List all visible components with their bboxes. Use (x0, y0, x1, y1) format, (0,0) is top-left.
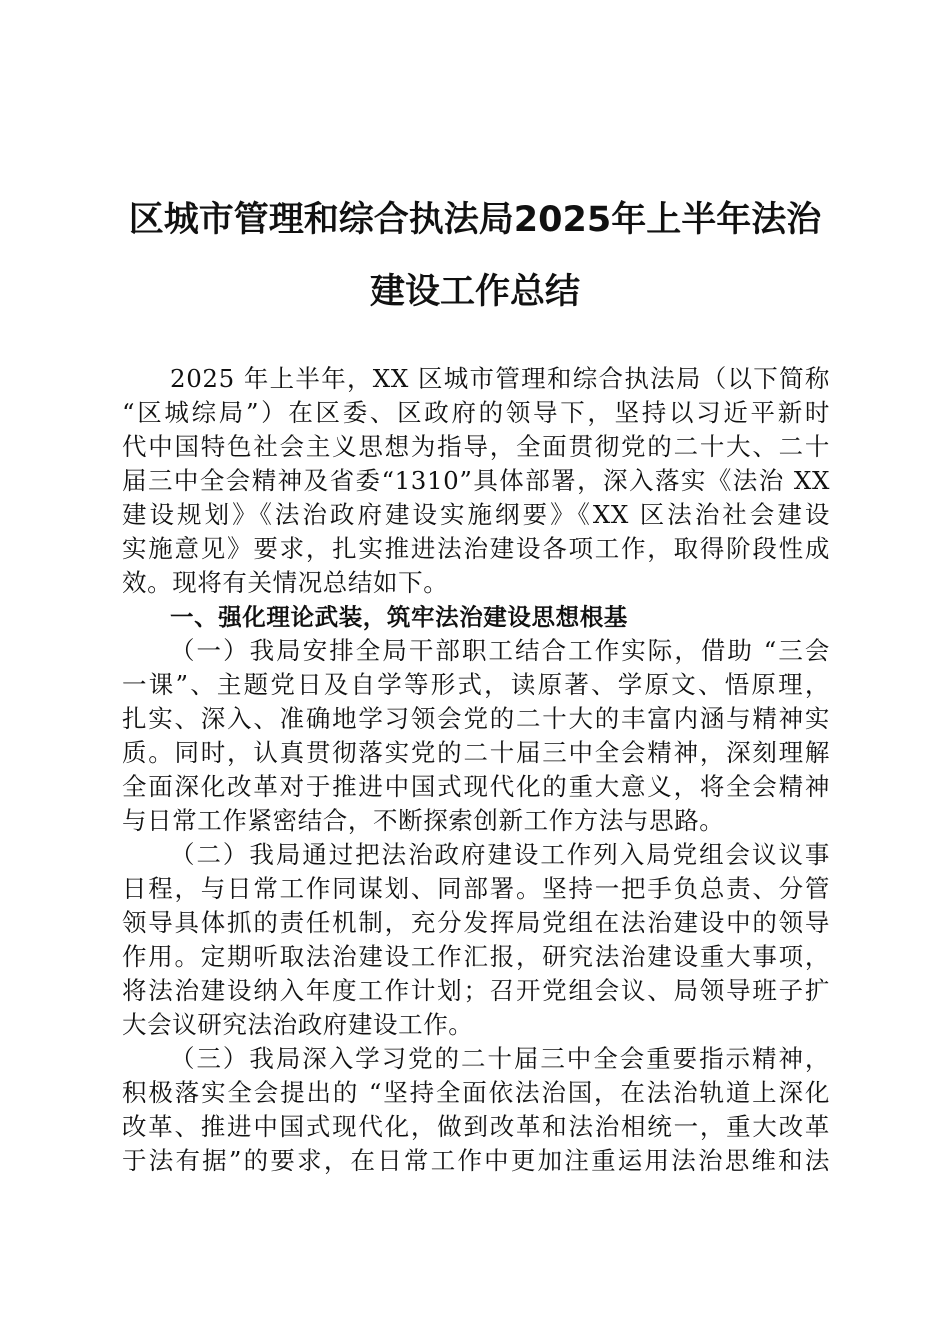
text-line: （一）我局安排全局干部职工结合工作实际，借助 “三会 (170, 636, 830, 665)
text-line: （三）我局深入学习党的二十届三中全会重要指示精神， (170, 1044, 830, 1073)
text-line: 全面深化改革对于推进中国式现代化的重大意义，将全会精神 (122, 772, 830, 801)
text-line: 代中国特色社会主义思想为指导，全面贯彻党的二十大、二十 (122, 432, 830, 461)
section-heading: 一、强化理论武装，筑牢法治建设思想根基 (170, 603, 628, 631)
text-line: 届三中全会精神及省委“1310”具体部署，深入落实《法治 XX (122, 466, 830, 495)
text-line: 质。同时，认真贯彻落实党的二十届三中全会精神，深刻理解 (122, 738, 830, 767)
text-line: 作用。定期听取法治建设工作汇报，研究法治建设重大事项， (122, 942, 830, 971)
text-line: 日程，与日常工作同谋划、同部署。坚持一把手负总责、分管 (122, 874, 830, 903)
text-line: 领导具体抓的责任机制，充分发挥局党组在法治建设中的领导 (122, 908, 830, 937)
section-heading-1 (122, 600, 830, 634)
text-line: 建设规划》《法治政府建设实施纲要》《XX 区法治社会建设 (122, 500, 830, 529)
paragraph-item-1 (122, 634, 830, 838)
text-line: 2025 年上半年，XX 区城市管理和综合执法局（以下简称 (170, 364, 830, 393)
text-line: “区城综局”）在区委、区政府的领导下，坚持以习近平新时 (122, 398, 830, 427)
text-line: 于法有据”的要求，在日常工作中更加注重运用法治思维和法 (122, 1146, 830, 1175)
paragraph-intro (122, 362, 830, 600)
document-body (122, 362, 830, 1178)
text-line: 积极落实全会提出的 “坚持全面依法治国，在法治轨道上深化 (122, 1078, 830, 1107)
text-line: 将法治建设纳入年度工作计划；召开党组会议、局领导班子扩 (122, 976, 830, 1005)
text-line: 一课”、主题党日及自学等形式，读原著、学原文、悟原理， (122, 670, 830, 699)
paragraph-item-2 (122, 838, 830, 1042)
text-line: 效。现将有关情况总结如下。 (122, 568, 449, 597)
text-line: 大会议研究法治政府建设工作。 (122, 1010, 474, 1039)
document-title-line-2: 建设工作总结 (369, 272, 580, 312)
document-title-line-1: 区城市管理和综合执法局2025年上半年法治 (128, 200, 822, 240)
text-line: （二）我局通过把法治政府建设工作列入局党组会议议事 (170, 840, 830, 869)
text-line: 扎实、深入、准确地学习领会党的二十大的丰富内涵与精神实 (122, 704, 830, 733)
text-line: 改革、推进中国式现代化，做到改革和法治相统一，重大改革 (122, 1112, 830, 1141)
text-line: 实施意见》要求，扎实推进法治建设各项工作，取得阶段性成 (122, 534, 830, 563)
text-line: 与日常工作紧密结合，不断探索创新工作方法与思路。 (122, 806, 725, 835)
paragraph-item-3 (122, 1042, 830, 1178)
